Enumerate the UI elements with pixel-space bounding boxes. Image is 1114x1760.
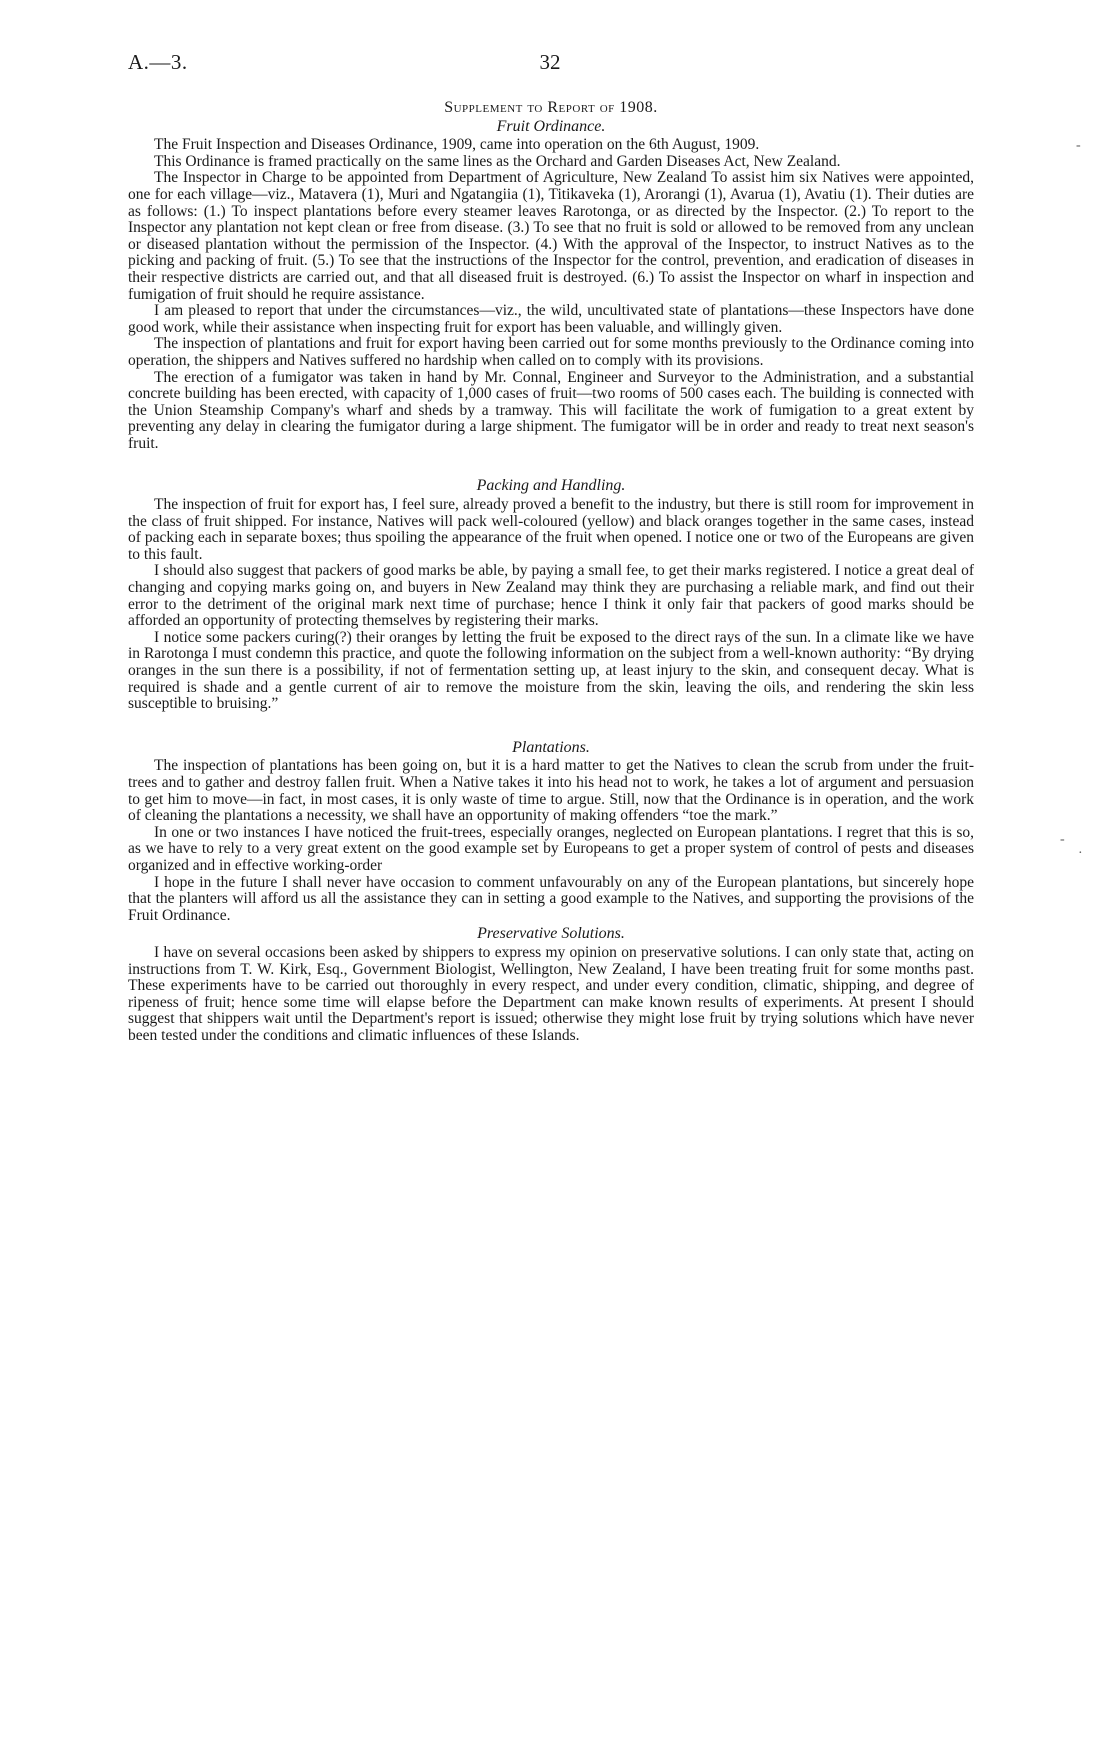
paragraph: The erection of a fumigator was taken in hand by Mr. Connal, Engineer and Surveyor to the Administration, and a substantial concrete building has been erected, with capacity of 1,000 cases of fruit—two rooms of 500 cases each. The building is connected with the Union Steamship Company's wharf and sheds by a tramway. This will facilitate the work of fumigation to a great extent by preventing any delay in clearing the fumigator during a large shipment. The fumigator will be in order and ready to treat next season's fruit.	[128, 368, 974, 452]
paragraph: The inspection of plantations and fruit for export having been carried out for some months previously to the Ordinance coming into operation, the shippers and Natives suffered no hardship when called on to comply with its provisions.	[128, 335, 974, 369]
page-number: 32	[539, 50, 561, 74]
paragraph: The inspection of plantations has been going on, but it is a hard matter to get the Natives to clean the scrub from under the fruit-trees and to gather and destroy fallen fruit. When a Native takes it into his head not to work, he takes a lot of argument and persuasion to get him to move—in fact, in most cases, it is only waste of time to argue. Still, now that the Ordinance is in operation, and the work of cleaning the plantations a necessity, we shall have an opportunity of making offenders “toe the mark.”	[128, 757, 974, 825]
paragraph: I am pleased to report that under the circumstances—viz., the wild, uncultivated state of plantations—these Inspectors have done good work, while their assistance when inspecting fruit for export has been valuable, and willingly given.	[128, 302, 974, 336]
margin-mark: ‐	[1076, 138, 1081, 153]
section-plantations	[128, 740, 974, 925]
section-heading: Packing and Handling.	[476, 477, 626, 495]
section-packing-and-handling	[128, 478, 974, 712]
supplement-title: Supplement to Report of 1908.	[444, 99, 658, 116]
section-heading: Preservative Solutions.	[477, 925, 625, 943]
paragraph: I hope in the future I shall never have occasion to comment unfavourably on any of the European plantations, but sincerely hope that the planters will afford us all the assistance they can in setting a good example to the Natives, and supporting the provisions of the Fruit Ordinance.	[128, 873, 974, 924]
paragraph: In one or two instances I have noticed the fruit-trees, especially oranges, neglected on European plantations. I regret that this is so, as we have to rely to a very great extent on the good example set by Europeans to get a proper system of control of pests and diseases organized and in effective working-order	[128, 823, 974, 874]
section-heading: Plantations.	[512, 738, 590, 756]
paragraph: The Fruit Inspection and Diseases Ordinance, 1909, came into operation on the 6th August, 1909.	[154, 136, 760, 154]
page-reference: A.—3.	[128, 50, 188, 74]
paragraph: The Inspector in Charge to be appointed from Department of Agriculture, New Zealand To assist him six Natives were appointed, one for each village—viz., Matavera (1), Muri and Ngatangiia (1), Titikaveka (1), Arorangi (1), Avarua (1), Avatiu (1). Their duties are as follows: (1.) To inspect plantations before every steamer leaves Rarotonga, or as directed by the Inspector. (2.) To report to the Inspector any plantation not kept clean or free from disease. (3.) To see that no fruit is sold or allowed to be removed from any unclean or diseased plantation without the permission of the Inspector. (4.) With the approval of the Inspector, to instruct Natives as to the picking and packing of fruit. (5.) To see that the instructions of the Inspector for the control, prevention, and eradication of diseases in their respective districts are carried out, and that all diseased fruit is destroyed. (6.) To assist the Inspector on wharf in inspection and fumigation of fruit should he require assistance.	[128, 169, 974, 303]
section-preservative-solutions	[128, 926, 974, 1044]
section-heading: Fruit Ordinance.	[496, 117, 606, 135]
margin-mark: -	[1060, 832, 1065, 847]
paragraph: I have on several occasions been asked by shippers to express my opinion on preservative solutions. I can only state that, acting on instructions from T. W. Kirk, Esq., Government Biologist, Wellington, New Zealand, I have been treating fruit for some months past. These experiments have to be carried out thoroughly in every respect, and under every condition, climatic, shipping, and degree of ripeness of fruit; hence some time will elapse before the Department can make known results of experiments. At present I should suggest that shippers wait until the Department's report is issued; otherwise they might lose fruit by trying solutions which have never been tested under the conditions and climatic influences of these Islands.	[128, 943, 974, 1044]
paragraph: This Ordinance is framed practically on the same lines as the Orchard and Garden Diseases Act, New Zealand.	[154, 152, 841, 170]
document-body	[128, 100, 974, 1044]
margin-mark: ·	[1078, 846, 1083, 861]
paragraph: I notice some packers curing(?) their oranges by letting the fruit be exposed to the direct rays of the sun. In a climate like we have in Rarotonga I must condemn this practice, and quote the following information on the subject from a well-known authority: “By drying oranges in the sun there is a possibility, if not of fermentation setting up, at least injury to the skin, and consequent decay. What is required is shade and a gentle current of air to remove the moisture from the skin, leaving the oils, and rendering the skin less susceptible to bruising.”	[128, 628, 974, 713]
paragraph: The inspection of fruit for export has, I feel sure, already proved a benefit to the industry, but there is still room for improvement in the class of fruit shipped. For instance, Natives will pack well-coloured (yellow) and black oranges together in the same cases, instead of packing each in separate boxes; thus spoiling the appearance of the fruit when opened. I notice one or two of the Europeans are given to this fault.	[128, 496, 974, 563]
paragraph: I should also suggest that packers of good marks be able, by paying a small fee, to get their marks registered. I notice a great deal of changing and copying marks going on, and buyers in New Zealand may think they are purchasing a reliable mark, and find out their error to the detriment of the original mark next time of purchase; hence I think it only fair that packers of good marks should be afforded an opportunity of protecting themselves by registering their marks.	[128, 562, 974, 630]
section-fruit-ordinance	[128, 119, 974, 453]
